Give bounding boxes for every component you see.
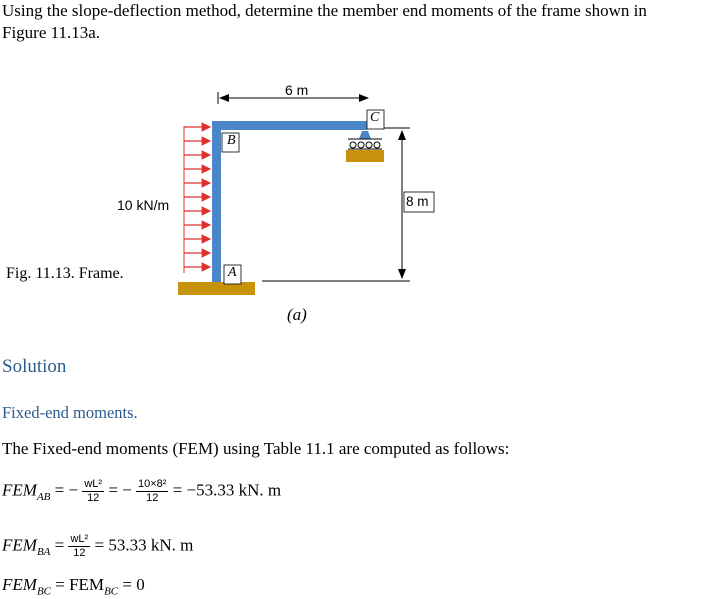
height-label: 8 m <box>406 194 429 209</box>
roller-support-c <box>346 131 384 162</box>
joint-c-label: C <box>370 110 380 125</box>
problem-line-2: Figure 11.13a. <box>2 23 101 42</box>
solution-heading: Solution <box>2 356 67 377</box>
column-ab <box>212 121 221 282</box>
equation-fem-bc: $FEM_{BC} = FEM_{BC} = 0$ <box>2 575 145 598</box>
joint-b-label: B <box>227 133 236 148</box>
joint-a-label: A <box>228 265 237 280</box>
span-label: 6 m <box>285 82 309 98</box>
solution-intro: The Fixed-end moments (FEM) using Table 11.1 are computed as follows: <box>2 439 510 458</box>
height-dimension <box>262 128 410 281</box>
equation-fem-ab: $FEM_{AB}$ = − $\frac{\text{wL²}}{12}$ = − $\frac{\text{10×8²}}{12}$ = −53.33 kN. m <box>2 478 282 504</box>
fixed-support-a <box>178 282 255 295</box>
subfigure-label: (a) <box>287 305 307 324</box>
problem-line-1: Using the slope-deflection method, determine the member end moments of the frame shown in <box>2 1 647 20</box>
equation-fem-ba: $FEM_{BA}$ = $\frac{\text{wL²}}{12}$ = 53.33 kN. m <box>2 533 194 559</box>
beam-bc <box>212 121 367 130</box>
load-label: 10 kN/m <box>117 197 170 213</box>
figure-caption: Fig. 11.13. Frame. <box>6 265 124 282</box>
fixed-end-moments-heading: Fixed-end moments. <box>2 403 138 422</box>
distributed-load <box>184 126 210 273</box>
